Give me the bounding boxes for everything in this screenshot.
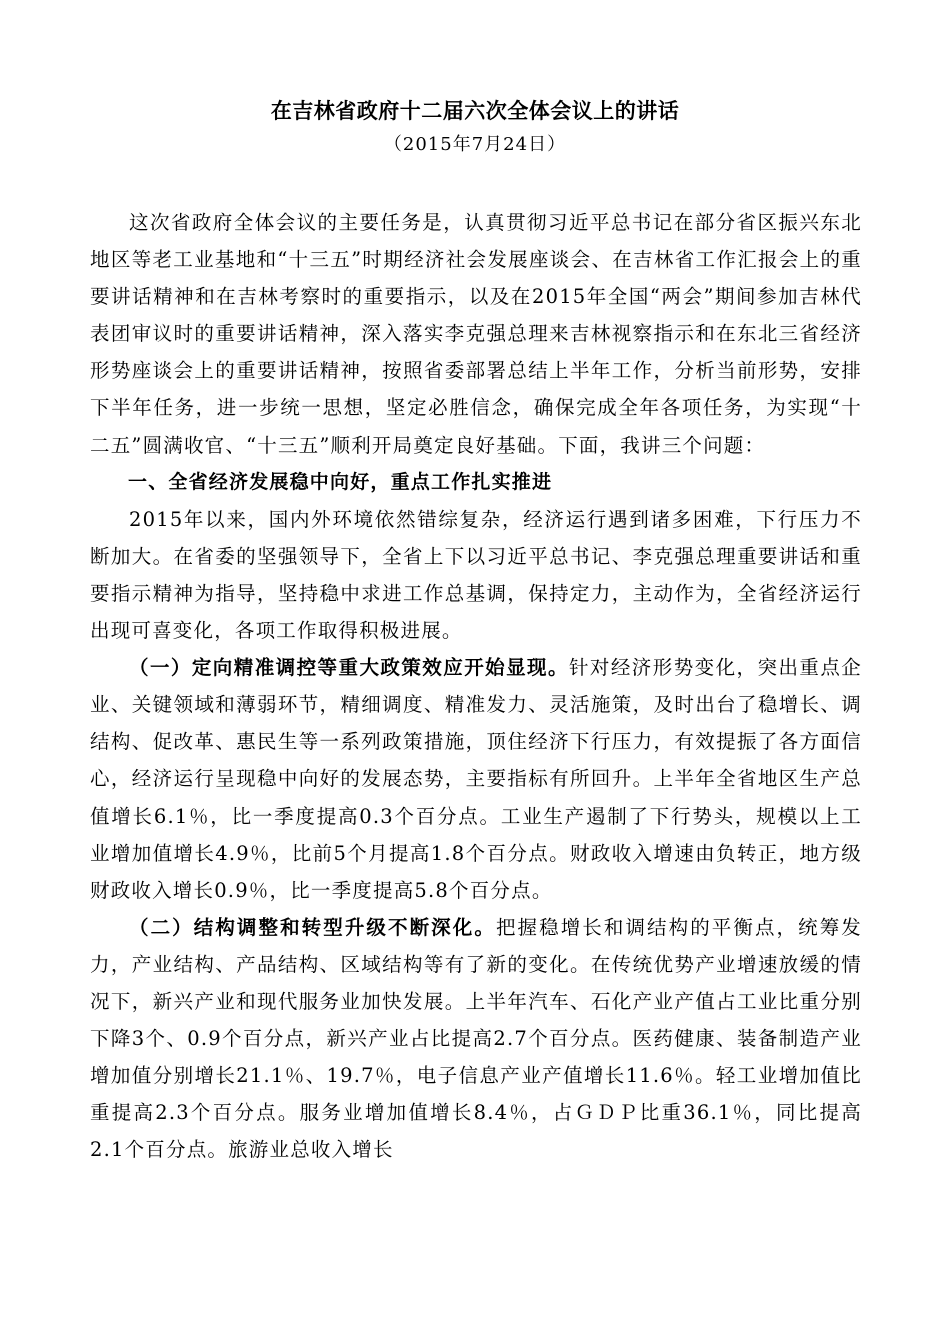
subheading-structural-adjustment: （二）结构调整和转型升级不断深化。 [129, 915, 496, 939]
subheading-policy-effects: （一）定向精准调控等重大政策效应开始显现。 [129, 656, 569, 680]
paragraph-policy-effects [90, 649, 862, 909]
paragraph-overview: 2015年以来，国内外环境依然错综复杂，经济运行遇到诸多困难，下行压力不断加大。在省委的坚强领导下，全省上下以习近平总书记、李克强总理重要讲话和重要指示精神为指导，坚持稳中求进工作总基调，保持定力，主动作为，全省经济运行出现可喜变化，各项工作取得积极进展。 [90, 507, 862, 643]
section-heading-1: 一、全省经济发展稳中向好，重点工作扎实推进 [128, 470, 553, 493]
document-body [90, 204, 862, 1168]
paragraph-intro: 这次省政府全体会议的主要任务是，认真贯彻习近平总书记在部分省区振兴东北地区等老工业基地和“十三五”时期经济社会发展座谈会、在吉林省工作汇报会上的重要讲话精神和在吉林考察时的重要指示，以及在2015年全国“两会”期间参加吉林代表团审议时的重要讲话精神，深入落实李克强总理来吉林视察指示和在东北三省经济形势座谈会上的重要讲话精神，按照省委部署总结上半年工作，分析当前形势，安排下半年任务，进一步统一思想，坚定必胜信念，确保完成全年各项任务，为实现“十二五”圆满收官、“十三五”顺利开局奠定良好基础。下面，我讲三个问题： [90, 211, 862, 457]
paragraph-structural-adjustment [90, 909, 862, 1169]
paragraph-policy-effects-text: 针对经济形势变化，突出重点企业、关键领域和薄弱环节，精细调度、精准发力、灵活施策，及时出台了稳增长、调结构、促改革、惠民生等一系列政策措施，顶住经济下行压力，有效提振了各方面信心，经济运行呈现稳中向好的发展态势，主要指标有所回升。上半年全省地区生产总值增长6.1％，比一季度提高0.3个百分点。工业生产遏制了下行势头，规模以上工业增加值增长4.9％，比前5个月提高1.8个百分点。财政收入增速由负转正，地方级财政收入增长0.9％，比一季度提高5.8个百分点。 [90, 656, 862, 902]
paragraph-structural-adjustment-text: 把握稳增长和调结构的平衡点，统筹发力，产业结构、产品结构、区域结构等有了新的变化。在传统优势产业增速放缓的情况下，新兴产业和现代服务业加快发展。上半年汽车、石化产业产值占工业比重分别下降3个、0.9个百分点，新兴产业占比提高2.7个百分点。医药健康、装备制造产业增加值分别增长21.1％、19.7％，电子信息产业产值增长11.6％。轻工业增加值比重提高2.3个百分点。服务业增加值增长8.4％，占ＧＤＰ比重36.1％，同比提高2.1个百分点。旅游业总收入增长 [90, 915, 862, 1162]
document-title: 在吉林省政府十二届六次全体会议上的讲话 [270, 98, 680, 123]
document-date: （2015年7月24日） [383, 134, 567, 155]
